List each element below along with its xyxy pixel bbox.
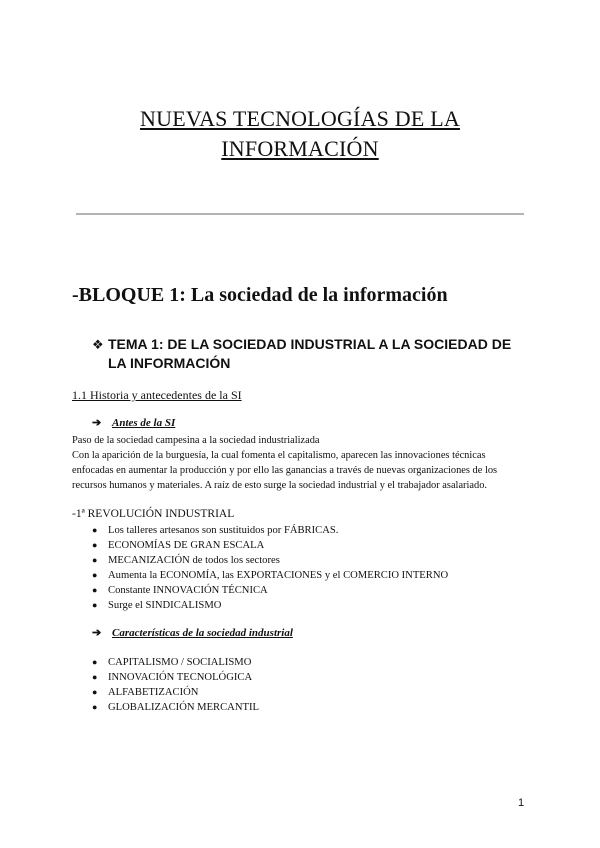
diamond-bullet-icon: ❖ [92, 337, 104, 352]
document-title [60, 104, 540, 164]
horizontal-divider [76, 213, 524, 215]
bullet-icon: ● [92, 657, 98, 667]
arrow-right-icon: ➔ [92, 627, 102, 639]
bullet-icon: ● [92, 585, 98, 595]
subheading-before-si [92, 416, 175, 429]
paragraph-line: recursos humanos y materiales. A raíz de esto surge la sociedad industrial y el trabajador asalariado. [72, 480, 488, 491]
title-line-2: INFORMACIÓN [221, 136, 379, 161]
document-page: NUEVAS TECNOLOGÍAS DE LA INFORMACIÓN -BLOQUE 1: La sociedad de la información ❖ TEMA 1: DE LA SOCIEDAD INDUSTRIAL A LA SOCIEDAD DE LA INFORMACIÓN 1.1 Historia y antecedentes de la SI ➔ Antes de la SI Paso de la sociedad campesina a la sociedad industrializada Con la aparición de la burguesía, la cual fomenta el capitalismo, aparecen las innovaciones técnicas enfocadas en aumentar la producción y por ello las ganancias a través de nuevas organizaciones de los recursos humanos y materiales. A raíz de esto surge la sociedad industrial y el trabajador asalariado. -1ª REVOLUCIÓN INDUSTRIAL ● Los talleres artesanos son sustituidos por FÁBRICAS. ● ECONOMÍAS DE GRAN ESCALA ● MECANIZACIÓN de todos los sectores ● Aumenta la ECONOMÍA, las EXPORTACIONES y el COMERCIO INTERNO ● Constante INNOVACIÓN TÉCNICA ● Surge el SINDICALISMO ➔ Características de la sociedad industrial ● CAPITALISMO / SOCIALISMO ● INNOVACIÓN TECNOLÓGICA ● ALFABETIZACIÓN ● GLOBALIZACIÓN MERCANTIL 1 [0, 0, 600, 848]
body-paragraph [72, 433, 542, 493]
arrow-right-icon: ➔ [92, 417, 102, 429]
topic-line-1: TEMA 1: DE LA SOCIEDAD INDUSTRIAL A LA SOCIEDAD DE [108, 336, 512, 352]
subheading-characteristics [92, 626, 293, 639]
page-number: 1 [518, 797, 525, 809]
paragraph-line: enfocadas en aumentar la producción y por ello las ganancias a través de nuevas organizaciones de los [72, 465, 498, 476]
paragraph-line: Con la aparición de la burguesía, la cual fomenta el capitalismo, aparecen las innovaciones técnicas [72, 450, 486, 461]
bullet-icon: ● [92, 600, 98, 610]
bullet-icon: ● [92, 672, 98, 682]
bullet-icon: ● [92, 687, 98, 697]
bullet-icon: ● [92, 570, 98, 580]
topic-line-2: LA INFORMACIÓN [108, 355, 231, 371]
revolution-heading: -1ª REVOLUCIÓN INDUSTRIAL [72, 508, 235, 520]
bullet-icon: ● [92, 555, 98, 565]
bullet-icon: ● [92, 702, 98, 712]
title-line-1: NUEVAS TECNOLOGÍAS DE LA [140, 106, 460, 131]
paragraph-line: Paso de la sociedad campesina a la sociedad industrializada [72, 435, 320, 446]
subheading-label: Características de la sociedad industrial [112, 627, 293, 639]
subheading-label: Antes de la SI [112, 417, 176, 429]
section-heading: 1.1 Historia y antecedentes de la SI [72, 388, 242, 402]
bullet-icon: ● [92, 525, 98, 535]
block-heading: -BLOQUE 1: La sociedad de la información [72, 284, 448, 306]
bullet-icon: ● [92, 540, 98, 550]
